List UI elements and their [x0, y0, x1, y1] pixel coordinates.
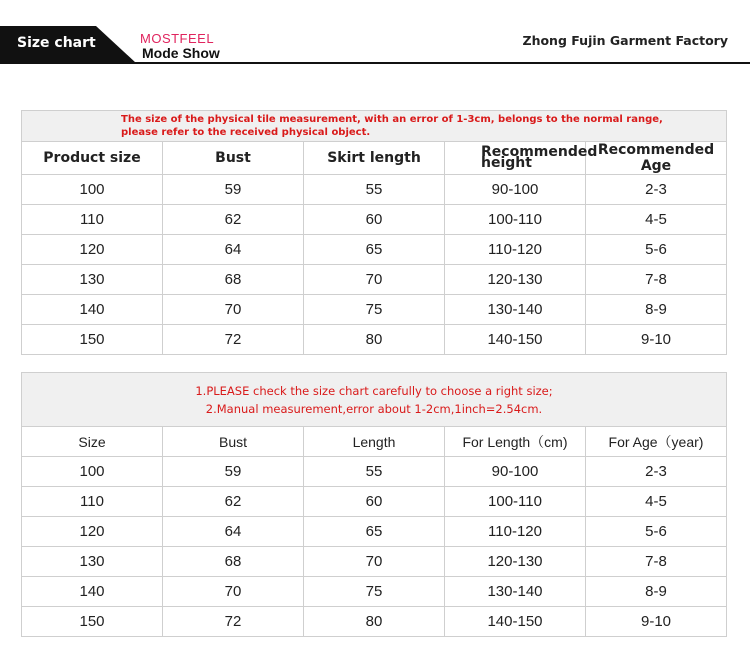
cell-height: 100-110 [445, 205, 586, 235]
cell-size: 120 [22, 235, 163, 265]
table-row [22, 547, 727, 577]
cell-size: 150 [22, 607, 163, 637]
table-row [22, 517, 727, 547]
table-row [22, 235, 727, 265]
header-recommended-age: Recommended Age [586, 142, 727, 175]
table-row [22, 487, 727, 517]
cell-bust: 70 [163, 295, 304, 325]
cell-age: 2-3 [586, 175, 727, 205]
table-note [22, 373, 727, 427]
cell-bust: 59 [163, 457, 304, 487]
header-bust: Bust [163, 427, 304, 457]
table-row [22, 325, 727, 355]
cell-bust: 62 [163, 205, 304, 235]
cell-length: 70 [304, 265, 445, 295]
cell-height: 130-140 [445, 577, 586, 607]
cell-length: 75 [304, 577, 445, 607]
note-line-1: The size of the physical tile measurement, with an error of 1-3cm, belongs to the normal range, [121, 114, 663, 125]
cell-length: 80 [304, 607, 445, 637]
cell-size: 150 [22, 325, 163, 355]
brand-name: MOSTFEEL [140, 31, 215, 46]
table-header-row [22, 142, 727, 175]
cell-age: 4-5 [586, 205, 727, 235]
cell-height: 140-150 [445, 325, 586, 355]
cell-height: 120-130 [445, 547, 586, 577]
cell-age: 8-9 [586, 295, 727, 325]
cell-height: 110-120 [445, 235, 586, 265]
note-line-1: 1.PLEASE check the size chart carefully to choose a right size; [195, 383, 553, 398]
cell-bust: 68 [163, 547, 304, 577]
cell-length: 55 [304, 457, 445, 487]
cell-height: 120-130 [445, 265, 586, 295]
cell-length: 70 [304, 547, 445, 577]
note-line-2: please refer to the received physical object. [121, 127, 371, 138]
size-chart-title: Size chart [17, 35, 96, 51]
table-row [22, 265, 727, 295]
table-row [22, 205, 727, 235]
size-table-2 [21, 372, 727, 637]
cell-size: 120 [22, 517, 163, 547]
table-note-row [22, 111, 727, 142]
cell-height: 90-100 [445, 457, 586, 487]
brand-subtitle: Mode Show [142, 45, 220, 61]
table-row [22, 607, 727, 637]
table-note-row [22, 373, 727, 427]
cell-length: 60 [304, 205, 445, 235]
cell-length: 75 [304, 295, 445, 325]
cell-age: 9-10 [586, 607, 727, 637]
cell-age: 5-6 [586, 235, 727, 265]
cell-length: 65 [304, 235, 445, 265]
cell-age: 4-5 [586, 487, 727, 517]
header-for-length: For Length（cm) [445, 427, 586, 457]
cell-size: 140 [22, 295, 163, 325]
table-header-row [22, 427, 727, 457]
header-for-age: For Age（year) [586, 427, 727, 457]
cell-height: 100-110 [445, 487, 586, 517]
table-row [22, 457, 727, 487]
cell-bust: 59 [163, 175, 304, 205]
table-row [22, 295, 727, 325]
cell-age: 9-10 [586, 325, 727, 355]
cell-size: 130 [22, 265, 163, 295]
cell-bust: 72 [163, 607, 304, 637]
cell-age: 8-9 [586, 577, 727, 607]
cell-height: 110-120 [445, 517, 586, 547]
table-row [22, 175, 727, 205]
header-bust: Bust [163, 142, 304, 175]
factory-name: Zhong Fujin Garment Factory [522, 33, 728, 48]
cell-age: 2-3 [586, 457, 727, 487]
table-note [22, 111, 727, 142]
header-skirt-length: Skirt length [304, 142, 445, 175]
cell-length: 55 [304, 175, 445, 205]
cell-bust: 72 [163, 325, 304, 355]
cell-height: 130-140 [445, 295, 586, 325]
cell-age: 5-6 [586, 517, 727, 547]
header-recommended-height: Recommended height [445, 142, 586, 175]
cell-bust: 68 [163, 265, 304, 295]
header-divider [0, 62, 750, 64]
cell-length: 65 [304, 517, 445, 547]
cell-height: 140-150 [445, 607, 586, 637]
cell-length: 60 [304, 487, 445, 517]
cell-bust: 64 [163, 517, 304, 547]
cell-height: 90-100 [445, 175, 586, 205]
cell-bust: 70 [163, 577, 304, 607]
table-row [22, 577, 727, 607]
cell-age: 7-8 [586, 547, 727, 577]
header-size: Size [22, 427, 163, 457]
cell-bust: 64 [163, 235, 304, 265]
header-length: Length [304, 427, 445, 457]
page-header [0, 0, 750, 64]
cell-size: 110 [22, 487, 163, 517]
cell-size: 100 [22, 175, 163, 205]
cell-size: 130 [22, 547, 163, 577]
cell-size: 140 [22, 577, 163, 607]
note-line-2: 2.Manual measurement,error about 1-2cm,1inch=2.54cm. [205, 401, 543, 416]
cell-size: 100 [22, 457, 163, 487]
size-table-1 [21, 110, 727, 355]
cell-bust: 62 [163, 487, 304, 517]
header-product-size: Product size [22, 142, 163, 175]
cell-age: 7-8 [586, 265, 727, 295]
cell-length: 80 [304, 325, 445, 355]
cell-size: 110 [22, 205, 163, 235]
